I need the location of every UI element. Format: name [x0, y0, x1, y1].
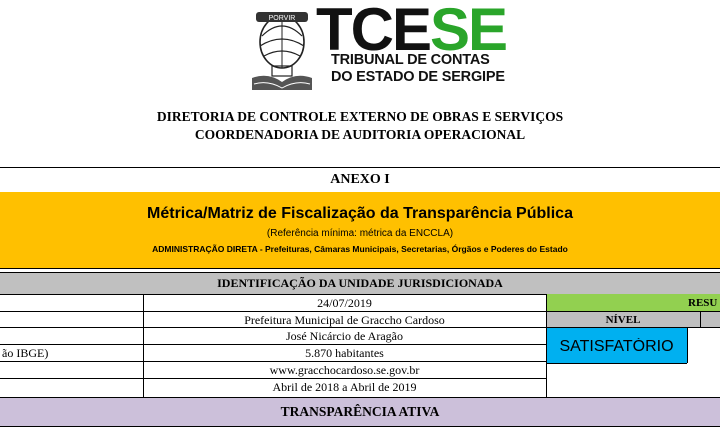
brand-wordmark: TCESE — [316, 0, 507, 63]
info-value-period: Abril de 2018 a Abril de 2019 — [272, 380, 417, 394]
identification-title: IDENTIFICAÇÃO DA UNIDADE JURISDICIONADA — [0, 272, 720, 295]
level-value: SATISFATÓRIO — [559, 338, 674, 355]
info-value-population: 5.870 habitantes — [305, 346, 384, 360]
svg-text:PORVIR: PORVIR — [268, 15, 296, 22]
matrix-title: Métrica/Matriz de Fiscalização da Transparência Pública — [147, 205, 573, 222]
info-value-entity: Prefeitura Municipal de Graccho Cardoso — [244, 313, 445, 327]
level-header: NÍVEL — [605, 314, 641, 326]
coordination-title: COORDENADORIA DE AUDITORIA OPERACIONAL — [194, 127, 526, 142]
info-value-date: 24/07/2019 — [317, 296, 372, 310]
identification-table — [0, 294, 720, 397]
info-label-population: ão IBGE) — [2, 346, 49, 360]
info-value-manager: José Nicárcio de Aragão — [286, 329, 403, 343]
result-header: RESU — [688, 297, 718, 309]
section-active-transparency: TRANSPARÊNCIA ATIVA — [0, 397, 720, 427]
directorate-title: DIRETORIA DE CONTROLE EXTERNO DE OBRAS E SERVIÇOS — [156, 109, 564, 124]
matrix-scope: ADMINISTRAÇÃO DIRETA - Prefeituras, Câmaras Municipais, Secretarias, Órgãos e Poderes do Estado — [152, 244, 568, 254]
brand-subtitle: TRIBUNAL DE CONTAS DO ESTADO DE SERGIPE — [331, 52, 505, 85]
seal-icon — [248, 2, 316, 94]
matrix-reference: (Referência mínima: métrica da ENCCLA) — [266, 228, 454, 239]
level-extra-bg — [700, 311, 720, 327]
info-value-website: www.gracchocardoso.se.gov.br — [269, 363, 420, 377]
annex-title: ANEXO I — [0, 167, 720, 193]
